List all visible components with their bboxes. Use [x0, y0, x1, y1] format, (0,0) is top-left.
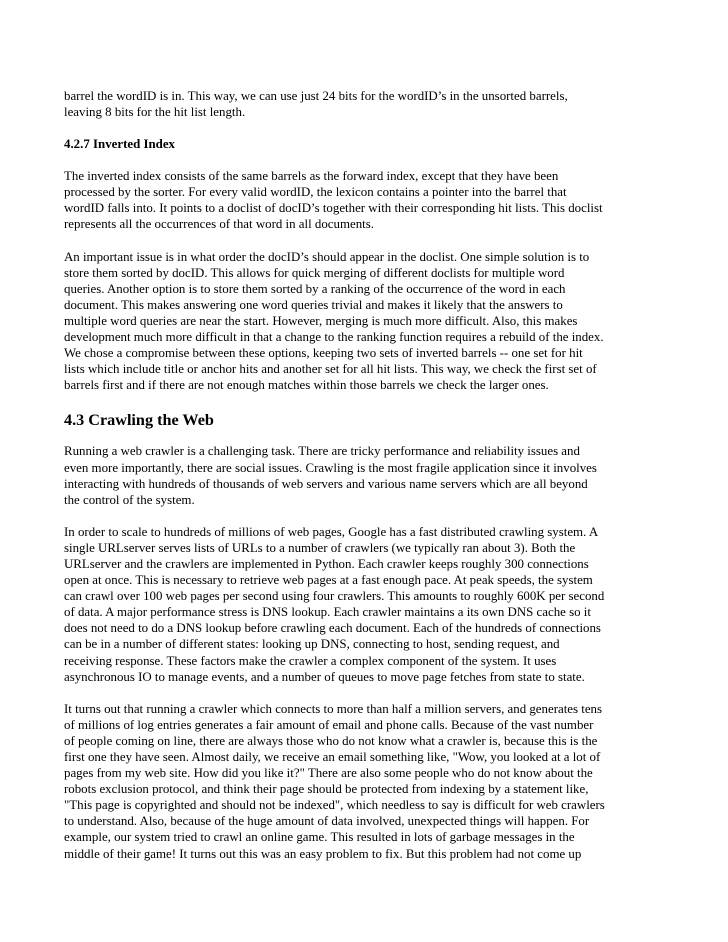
text-line: store them sorted by docID. This allows for quick merging of different doclists for multiple word: [64, 265, 565, 280]
paragraph-crawling-2: [64, 524, 668, 685]
text-line: barrel the wordID is in. This way, we can use just 24 bits for the wordID’s in the unsorted barrels,: [64, 89, 568, 103]
text-line: represents all the occurrences of that word in all documents.: [64, 217, 374, 232]
document-page: [64, 88, 668, 862]
text-line: barrels first and if there are not enough matches within those barrels we check the larger ones.: [64, 378, 549, 393]
text-line: We chose a compromise between these options, keeping two sets of inverted barrels -- one set for hit: [64, 346, 583, 361]
paragraph-gap: [64, 508, 668, 524]
text-line: pages from my web site. How did you like it?" There are also some people who do not know about the: [64, 766, 593, 781]
text-line: lists which include title or anchor hits and another set for all hit lists. This way, we check the first set of: [64, 362, 597, 377]
paragraph-gap: [64, 233, 668, 249]
paragraph-gap: [64, 685, 668, 701]
text-line: interacting with hundreds of thousands of web servers and various name servers which are all beyond: [64, 476, 588, 491]
section-heading-4-3: 4.3 Crawling the Web: [64, 411, 214, 430]
text-line: development much more difficult in that a change to the ranking function requires a rebuild of the index.: [64, 330, 604, 345]
paragraph-inverted-index-2: [64, 249, 668, 394]
text-line: open at once. This is necessary to retrieve web pages at a fast enough pace. At peak speeds, the system: [64, 573, 593, 588]
text-line: of millions of log entries generates a fair amount of email and phone calls. Because of the vast number: [64, 717, 594, 732]
text-line: even more importantly, there are social issues. Crawling is the most fragile application since it involves: [64, 460, 597, 475]
text-line: wordID falls into. It points to a doclist of docID’s together with their corresponding hit lists. This doclist: [64, 201, 603, 216]
text-line: single URLserver serves lists of URLs to a number of crawlers (we typically ran about 3). Both the: [64, 540, 576, 555]
text-line: first one they have seen. Almost daily, we receive an email something like, "Wow, you looked at a lot of: [64, 750, 601, 764]
text-line: URLserver and the crawlers are implemented in Python. Each crawler keeps roughly 300 connections: [64, 556, 589, 571]
text-line: processed by the sorter. For every valid wordID, the lexicon contains a pointer into the barrel that: [64, 185, 567, 200]
text-line: example, our system tried to crawl an online game. This resulted in lots of garbage messages in the: [64, 830, 575, 845]
paragraph-crawling-3: [64, 701, 668, 862]
text-line: In order to scale to hundreds of millions of web pages, Google has a fast distributed crawling system. A: [64, 524, 599, 539]
text-line: of people coming on line, there are always those who do not know what a crawler is, because this is the: [64, 733, 598, 748]
text-line: Running a web crawler is a challenging task. There are tricky performance and reliability issues and: [64, 444, 580, 459]
text-line: the control of the system.: [64, 492, 195, 507]
paragraph-inverted-index-1: [64, 168, 668, 232]
text-line: to understand. Also, because of the huge amount of data involved, unexpected things will happen. For: [64, 814, 590, 829]
text-line: can crawl over 100 web pages per second using four crawlers. This amounts to roughly 600K per second: [64, 589, 605, 604]
text-line: does not need to do a DNS lookup before crawling each document. Each of the hundreds of connections: [64, 621, 601, 636]
text-line: It turns out that running a crawler which connects to more than half a million servers, and generates tens: [64, 701, 603, 716]
text-line: "This page is copyrighted and should not be indexed", which needless to say is difficult for web crawlers: [64, 798, 605, 813]
text-line: The inverted index consists of the same barrels as the forward index, except that they have been: [64, 169, 559, 184]
section-heading-4-2-7: 4.2.7 Inverted Index: [64, 137, 176, 152]
text-line: queries. Another option is to store them sorted by a ranking of the occurrence of the word in each: [64, 281, 566, 296]
text-line: receiving response. These factors make the crawler a complex component of the system. It uses: [64, 653, 557, 668]
text-line: leaving 8 bits for the hit list length.: [64, 105, 246, 120]
paragraph-crawling-1: [64, 443, 668, 507]
text-line: An important issue is in what order the docID’s should appear in the doclist. One simple solution is to: [64, 249, 590, 264]
text-line: multiple word queries are near the start. However, merging is much more difficult. Also, this makes: [64, 313, 578, 328]
text-line: of data. A major performance stress is DNS lookup. Each crawler maintains a its own DNS cache so it: [64, 605, 591, 620]
text-line: document. This makes answering one word queries trivial and makes it likely that the answers to: [64, 297, 563, 312]
intro-paragraph: [64, 88, 668, 120]
text-line: middle of their game! It turns out this was an easy problem to fix. But this problem had not come up: [64, 846, 582, 861]
text-line: robots exclusion protocol, and think their page should be protected from indexing by a statement like,: [64, 782, 589, 797]
text-line: can be in a number of different states: looking up DNS, connecting to host, sending request, and: [64, 637, 560, 652]
text-line: asynchronous IO to manage events, and a number of queues to move page fetches from state to state.: [64, 669, 585, 684]
